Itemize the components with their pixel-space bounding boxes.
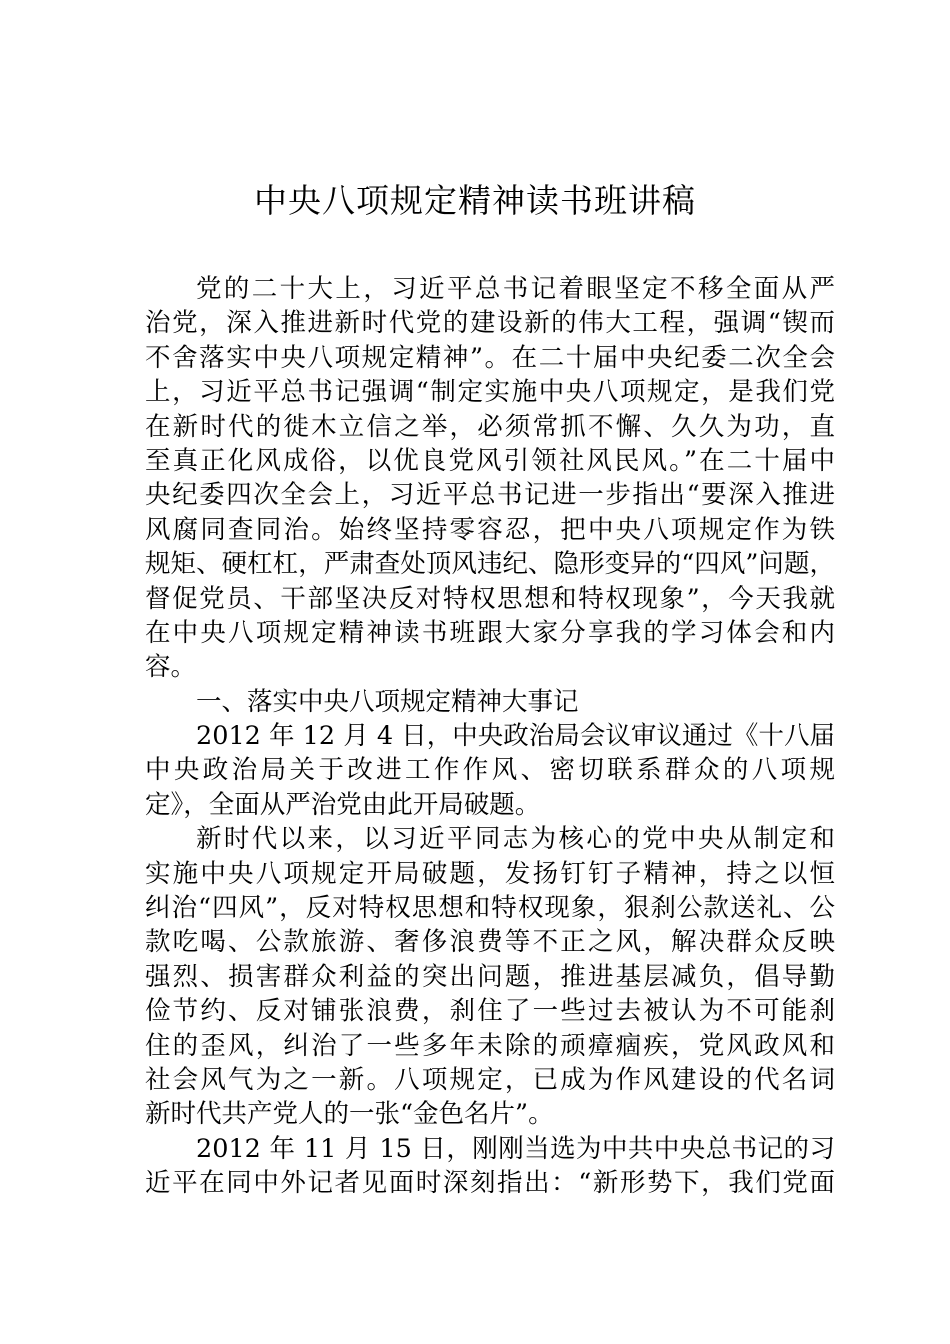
paragraph-line: 2012 年 12 月 4 日，中央政治局会议审议通过《十八届 <box>196 721 835 752</box>
paragraph-line: 中央政治局关于改进工作作风、密切联系群众的八项规 <box>145 755 835 786</box>
paragraph-line: 在中央八项规定精神读书班跟大家分享我的学习体会和内 <box>145 617 835 648</box>
paragraph-line: 新时代共产党人的一张“金色名片”。 <box>145 1099 554 1130</box>
paragraph-line: 款吃喝、公款旅游、奢侈浪费等不正之风，解决群众反映 <box>145 927 835 958</box>
paragraph-line: 督促党员、干部坚决反对特权思想和特权现象”，今天我就 <box>145 583 835 614</box>
paragraph-line: 至真正化风成俗，以优良党风引领社风民风。”在二十届中 <box>145 445 835 476</box>
paragraph-line: 定》，全面从严治党由此开局破题。 <box>145 789 541 820</box>
paragraph-line: 在新时代的徙木立信之举，必须常抓不懈、久久为功，直 <box>145 411 835 442</box>
paragraph-line: 实施中央八项规定开局破题，发扬钉钉子精神，持之以恒 <box>145 858 835 889</box>
paragraph-line: 治党，深入推进新时代党的建设新的伟大工程，强调“锲而 <box>145 308 835 339</box>
paragraph-line: 上，习近平总书记强调“制定实施中央八项规定，是我们党 <box>145 377 835 408</box>
paragraph-line: 党的二十大上，习近平总书记着眼坚定不移全面从严 <box>196 274 835 304</box>
paragraph-line: 近平在同中外记者见面时深刻指出：“新形势下，我们党面 <box>145 1168 835 1199</box>
paragraph-line: 强烈、损害群众利益的突出问题，推进基层减负，倡导勤 <box>145 961 835 992</box>
section-heading: 一、落实中央八项规定精神大事记 <box>196 686 579 717</box>
paragraph-line: 2012 年 11 月 15 日，刚刚当选为中共中央总书记的习 <box>196 1133 835 1164</box>
document-title: 中央八项规定精神读书班讲稿 <box>254 181 696 220</box>
paragraph-line: 社会风气为之一新。八项规定，已成为作风建设的代名词 <box>145 1064 835 1095</box>
document-body <box>145 272 835 1201</box>
paragraph-line: 央纪委四次全会上，习近平总书记进一步指出“要深入推进 <box>145 480 835 511</box>
paragraph-line: 容。 <box>145 652 197 683</box>
paragraph-line: 纠治“四风”，反对特权思想和特权现象，狠刹公款送礼、公 <box>145 893 835 924</box>
paragraph-line: 俭节约、反对铺张浪费，刹住了一些过去被认为不可能刹 <box>145 996 835 1027</box>
paragraph-line: 住的歪风，纠治了一些多年未除的顽瘴痼疾，党风政风和 <box>145 1030 835 1061</box>
paragraph-line: 不舍落实中央八项规定精神”。在二十届中央纪委二次全会 <box>145 342 835 373</box>
paragraph-line: 新时代以来，以习近平同志为核心的党中央从制定和 <box>196 824 835 855</box>
paragraph-line: 风腐同查同治。始终坚持零容忍，把中央八项规定作为铁 <box>145 514 835 545</box>
paragraph-line: 规矩、硬杠杠，严肃查处顶风违纪、隐形变异的“四风”问题， <box>145 549 835 580</box>
